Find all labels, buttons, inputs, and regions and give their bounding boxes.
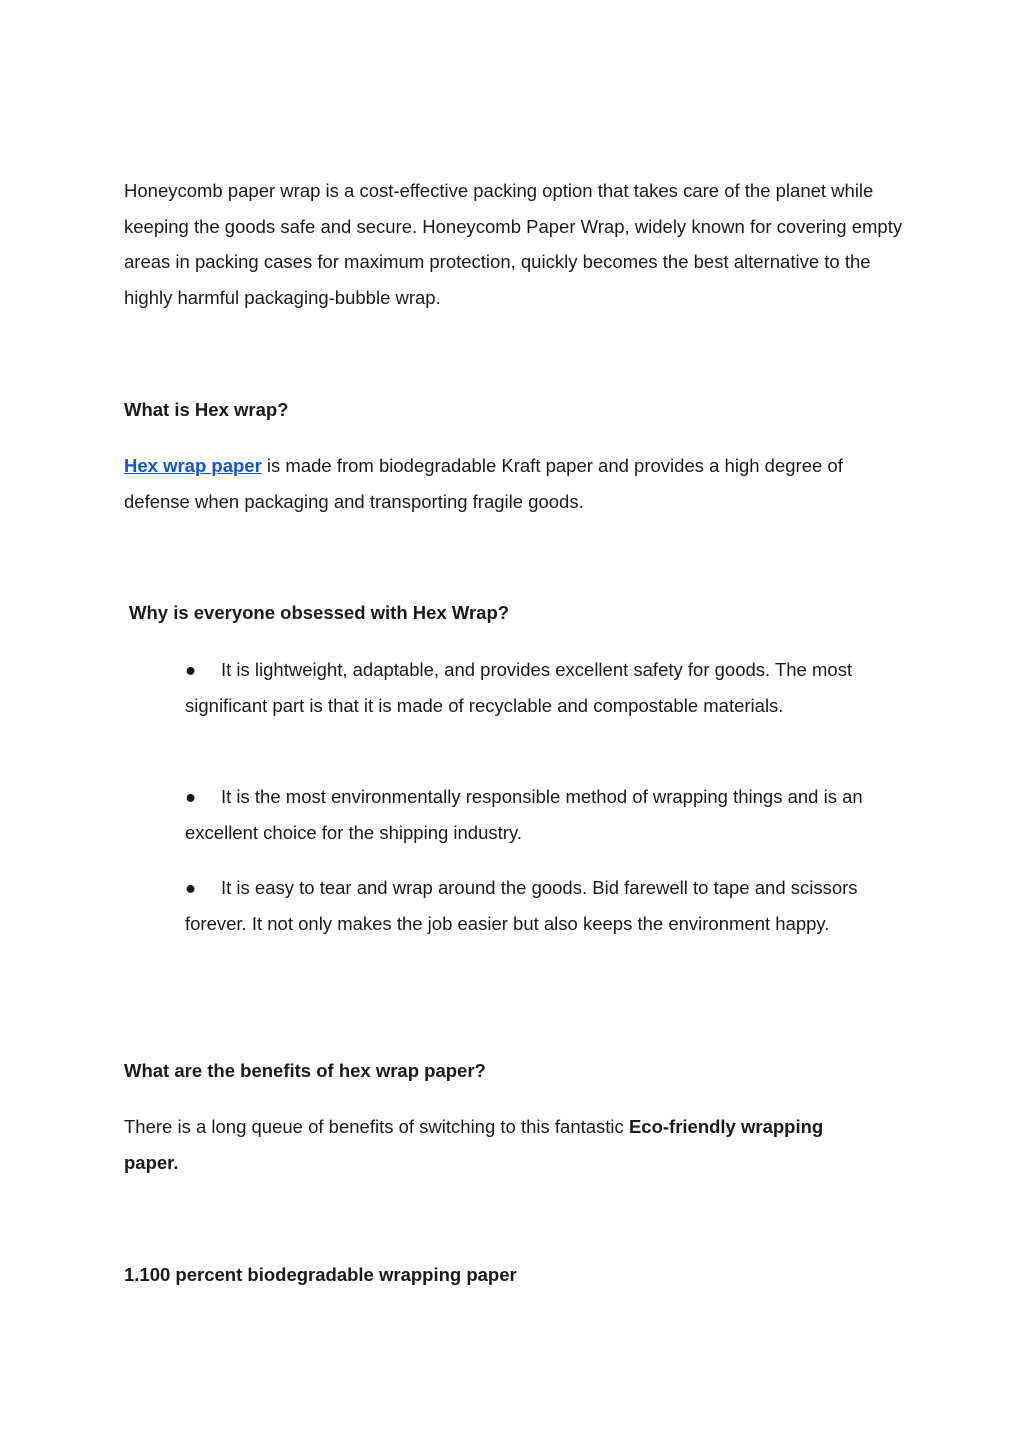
- bullet-text: It is easy to tear and wrap around the goods. Bid farewell to tape and scissors forever. It not only makes the job easier but also keeps the environment happy.: [185, 877, 858, 934]
- intro-text: Honeycomb paper wrap is a cost-effective packing option that takes care of the planet while keeping the goods safe and secure. Honeycomb Paper Wrap, widely known for covering empty areas in packing cases for maximum protection, quickly becomes the best alternative to the highly harmful packaging-bubble wrap.: [124, 180, 903, 308]
- bullet-icon: ●: [185, 877, 197, 898]
- intro-paragraph: [124, 173, 904, 315]
- benefits-text: There is a long queue of benefits of switching to this fantastic: [124, 1116, 629, 1137]
- hex-wrap-paper-link[interactable]: Hex wrap paper: [124, 455, 262, 476]
- bullet-text: It is the most environmentally responsible method of wrapping things and is an excellent choice for the shipping industry.: [185, 786, 863, 843]
- heading-what-is-hex-wrap: What is Hex wrap?: [124, 399, 289, 420]
- bullet-text: It is lightweight, adaptable, and provides excellent safety for goods. The most significant part is that it is made of recyclable and compostable materials.: [185, 659, 853, 716]
- benefits-paragraph: [124, 1109, 824, 1180]
- bullet-icon: ●: [185, 786, 197, 807]
- hex-wrap-paragraph: [124, 448, 904, 519]
- bullet-item: [185, 779, 905, 850]
- heading-biodegradable: 1.100 percent biodegradable wrapping paper: [124, 1264, 517, 1285]
- hex-wrap-paragraph-text: is made from biodegradable Kraft paper and provides a high degree of defense when packaging and transporting fragile goods.: [124, 455, 843, 512]
- benefits-bold-text: Eco-friendly wrapping paper.: [124, 1116, 824, 1173]
- heading-benefits: What are the benefits of hex wrap paper?: [124, 1060, 486, 1081]
- heading-why-obsessed: Why is everyone obsessed with Hex Wrap?: [129, 602, 510, 623]
- bullet-item: [185, 652, 905, 723]
- bullet-icon: ●: [185, 659, 197, 680]
- bullet-item: [185, 870, 905, 941]
